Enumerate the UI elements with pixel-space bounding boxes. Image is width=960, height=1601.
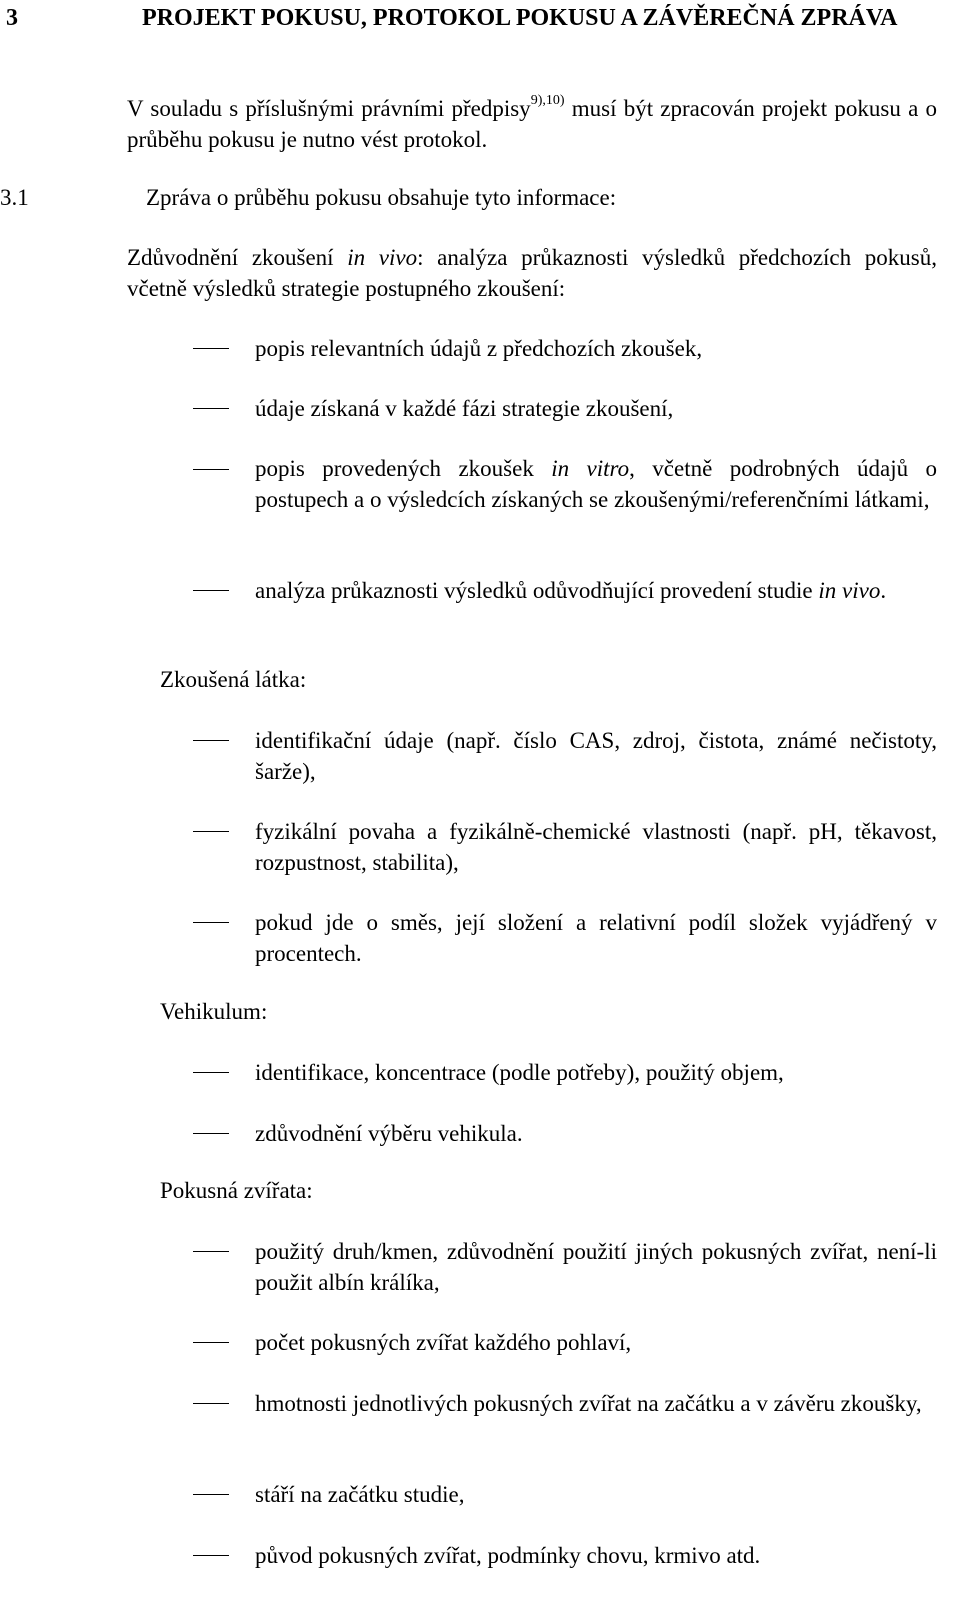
list-item-text: analýza průkaznosti výsledků odůvodňující provedení studie bbox=[255, 578, 819, 603]
list-item: identifikační údaje (např. číslo CAS, zdroj, čistota, známé nečistoty, šarže), bbox=[255, 728, 937, 784]
intro-paragraph bbox=[127, 93, 937, 155]
list-item: původ pokusných zvířat, podmínky chovu, krmivo atd. bbox=[255, 1543, 761, 1568]
list-item bbox=[255, 575, 937, 606]
list-item: popis relevantních údajů z předchozích zkoušek, bbox=[255, 336, 703, 361]
justification-italic: in vivo bbox=[347, 245, 418, 270]
list-item: zdůvodnění výběru vehikula. bbox=[255, 1121, 523, 1146]
section-title: PROJEKT POKUSU, PROTOKOL POKUSU A ZÁVĚREČNÁ ZPRÁVA bbox=[142, 5, 898, 31]
list-item: počet pokusných zvířat každého pohlaví, bbox=[255, 1330, 632, 1355]
list-item-italic: in vitro bbox=[551, 456, 630, 481]
dash-bullet bbox=[193, 408, 229, 409]
intro-text-start: V souladu s příslušnými právními předpisy bbox=[127, 96, 531, 121]
list-item-text: , včetně podrobných údajů o postupech a o výsledcích získaných se zkoušenými/referenčními látkami, bbox=[255, 456, 937, 512]
list-item: použitý druh/kmen, zdůvodnění použití jiných pokusných zvířat, není-li použit albín králíka, bbox=[255, 1239, 937, 1295]
list-item-italic: in vivo bbox=[818, 578, 881, 603]
animals-label: Pokusná zvířata: bbox=[160, 1178, 313, 1203]
dash-bullet bbox=[193, 1133, 229, 1134]
dash-bullet bbox=[193, 1555, 229, 1556]
test-substance-label: Zkoušená látka: bbox=[160, 667, 307, 692]
dash-bullet bbox=[193, 1342, 229, 1343]
dash-bullet bbox=[193, 1494, 229, 1495]
dash-bullet bbox=[193, 1072, 229, 1073]
section-number: 3 bbox=[6, 5, 18, 31]
subsection-number: 3.1 bbox=[0, 185, 29, 210]
list-item: stáří na začátku studie, bbox=[255, 1482, 465, 1507]
list-item: fyzikální povaha a fyzikálně-chemické vlastnosti (např. pH, těkavost, rozpustnost, stabilita), bbox=[255, 819, 937, 875]
dash-bullet bbox=[193, 1403, 229, 1404]
dash-bullet bbox=[193, 590, 229, 591]
list-item bbox=[255, 453, 937, 515]
dash-bullet bbox=[193, 469, 229, 470]
justification-paragraph bbox=[127, 242, 937, 304]
dash-bullet bbox=[193, 348, 229, 349]
justification-text-1: Zdůvodnění zkoušení bbox=[127, 245, 348, 270]
footnote-reference: 9),10) bbox=[530, 93, 565, 108]
vehicle-label: Vehikulum: bbox=[160, 999, 268, 1024]
list-item: údaje získaná v každé fázi strategie zkoušení, bbox=[255, 396, 674, 421]
list-item: identifikace, koncentrace (podle potřeby), použitý objem, bbox=[255, 1060, 784, 1085]
dash-bullet bbox=[193, 922, 229, 923]
dash-bullet bbox=[193, 1251, 229, 1252]
justification-text-2: : analýza průkaznosti výsledků předchozích pokusů, včetně výsledků strategie postupného zkoušení: bbox=[127, 245, 938, 301]
list-item-text: popis provedených zkoušek bbox=[255, 456, 552, 481]
dash-bullet bbox=[193, 831, 229, 832]
list-item: pokud jde o směs, její složení a relativní podíl složek vyjádřený v procentech. bbox=[255, 910, 937, 966]
dash-bullet bbox=[193, 740, 229, 741]
subsection-title: Zpráva o průběhu pokusu obsahuje tyto informace: bbox=[146, 185, 617, 210]
intro-text-end: musí být zpracován projekt pokusu a o průběhu pokusu je nutno vést protokol. bbox=[127, 96, 938, 152]
list-item-text: . bbox=[880, 578, 887, 603]
list-item: hmotnosti jednotlivých pokusných zvířat na začátku a v závěru zkoušky, bbox=[255, 1391, 922, 1416]
